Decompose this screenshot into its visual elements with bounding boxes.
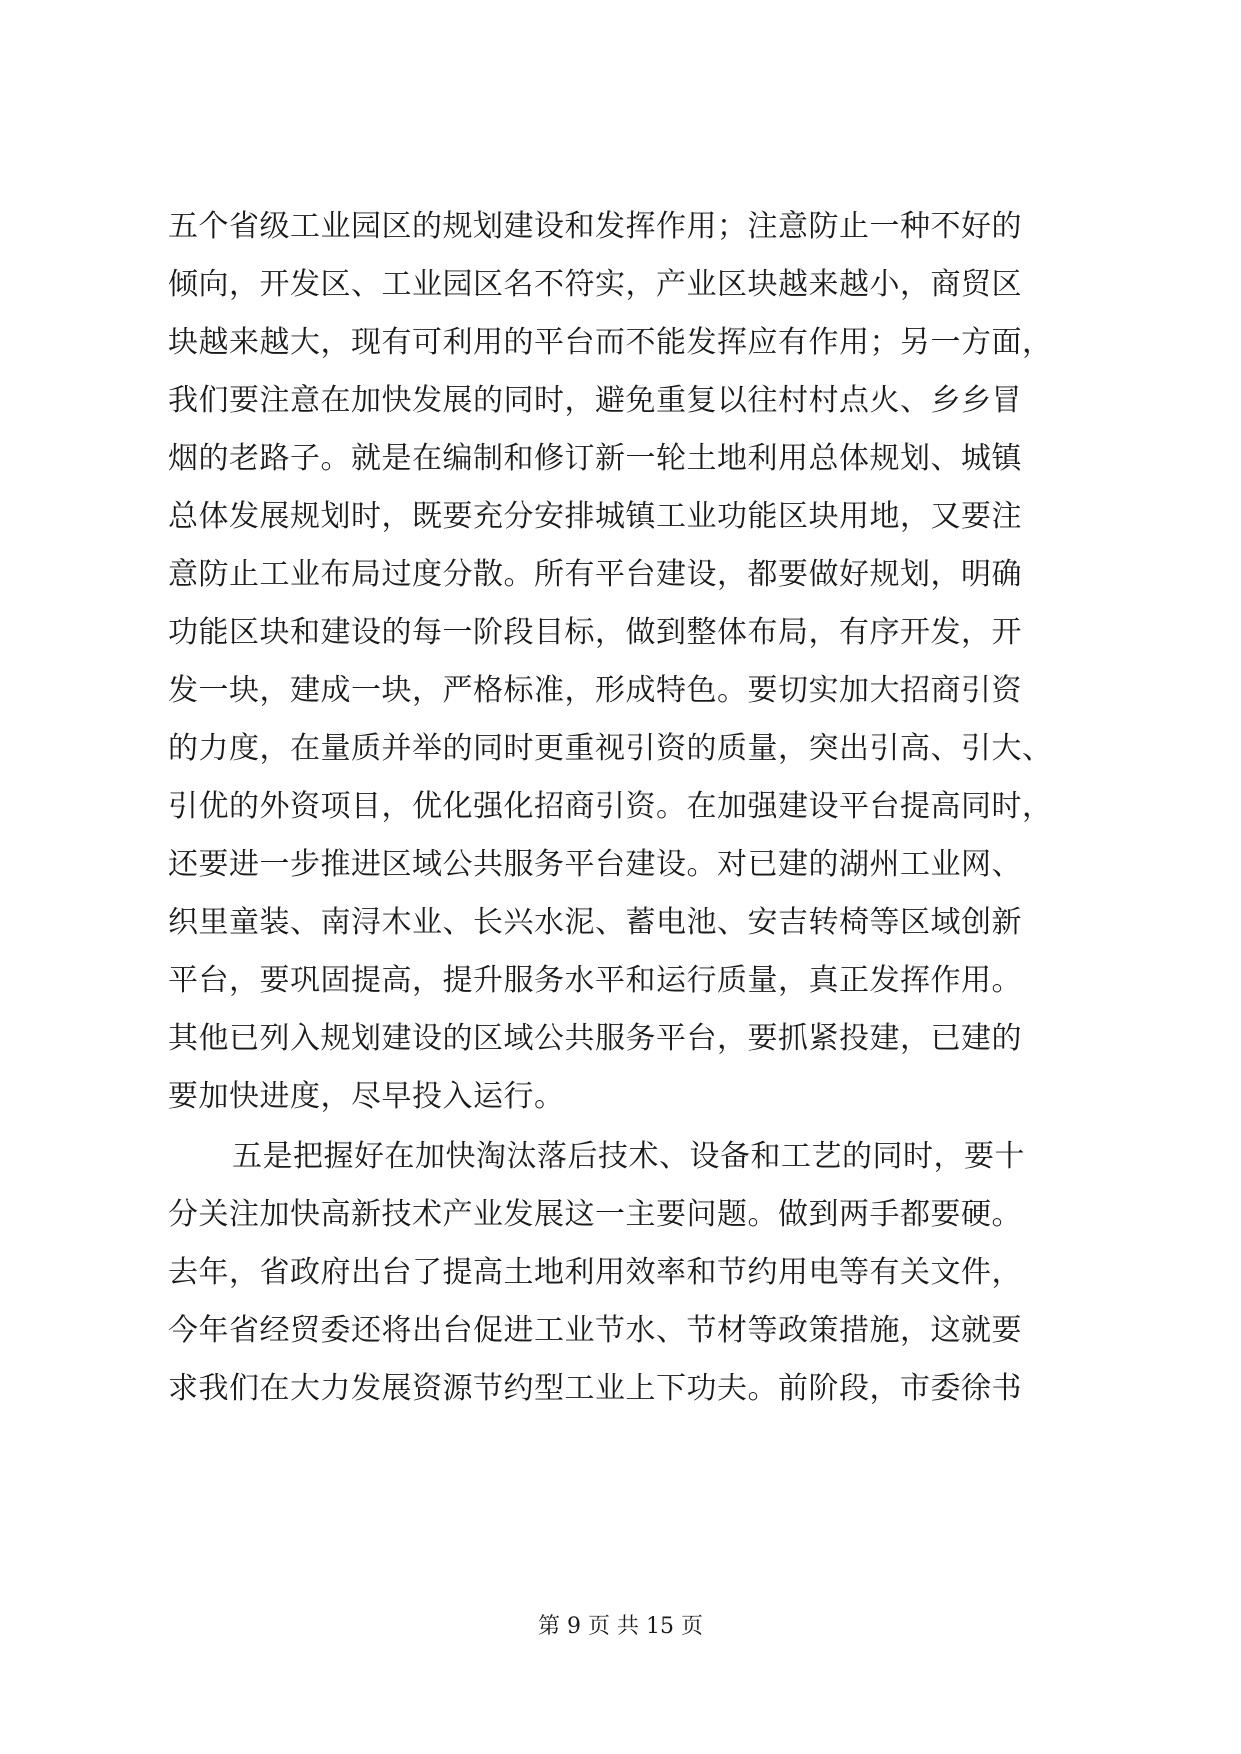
- paragraph-line: 块越来越大，现有可利用的平台而不能发挥应有作用；另一方面，: [168, 325, 1053, 360]
- paragraph-line: 求我们在大力发展资源节约型工业上下功夫。前阶段，市委徐书: [168, 1371, 1022, 1406]
- paragraph-line: 其他已列入规划建设的区域公共服务平台，要抓紧投建，已建的: [168, 1021, 1022, 1056]
- paragraph-line: 总体发展规划时，既要充分安排城镇工业功能区块用地，又要注: [168, 499, 1022, 534]
- paragraph-line: 的力度，在量质并举的同时更重视引资的质量，突出引高、引大、: [168, 731, 1053, 766]
- paragraph-line: 平台，要巩固提高，提升服务水平和运行质量，真正发挥作用。: [168, 963, 1022, 998]
- paragraph-line: 烟的老路子。就是在编制和修订新一轮土地利用总体规划、城镇: [168, 441, 1022, 476]
- paragraph-line: 去年，省政府出台了提高土地利用效率和节约用电等有关文件，: [168, 1255, 1022, 1290]
- paragraph-line: 功能区块和建设的每一阶段目标，做到整体布局，有序开发，开: [168, 615, 1022, 650]
- paragraph-line: 要加快进度，尽早投入运行。: [168, 1079, 565, 1114]
- paragraph-line: 意防止工业布局过度分散。所有平台建设，都要做好规划，明确: [168, 557, 1022, 592]
- paragraph-line: 今年省经贸委还将出台促进工业节水、节材等政策措施，这就要: [168, 1313, 1022, 1348]
- paragraph-line: 引优的外资项目，优化强化招商引资。在加强建设平台提高同时，: [168, 789, 1053, 824]
- paragraph-line: 五是把握好在加快淘汰落后技术、设备和工艺的同时，要十: [232, 1139, 1025, 1174]
- paragraph-line: 发一块，建成一块，严格标准，形成特色。要切实加大招商引资: [168, 673, 1022, 708]
- paragraph-line: 我们要注意在加快发展的同时，避免重复以往村村点火、乡乡冒: [168, 383, 1022, 418]
- paragraph-line: 分关注加快高新技术产业发展这一主要问题。做到两手都要硬。: [168, 1197, 1022, 1232]
- page-number-footer: 第 9 页 共 15 页: [538, 1614, 703, 1639]
- paragraph-line: 还要进一步推进区域公共服务平台建设。对已建的湖州工业网、: [168, 847, 1022, 882]
- paragraph-line: 五个省级工业园区的规划建设和发挥作用；注意防止一种不好的: [168, 209, 1022, 244]
- paragraph-line: 织里童装、南浔木业、长兴水泥、蓄电池、安吉转椅等区域创新: [168, 905, 1022, 940]
- paragraph-line: 倾向，开发区、工业园区名不符实，产业区块越来越小，商贸区: [168, 267, 1022, 302]
